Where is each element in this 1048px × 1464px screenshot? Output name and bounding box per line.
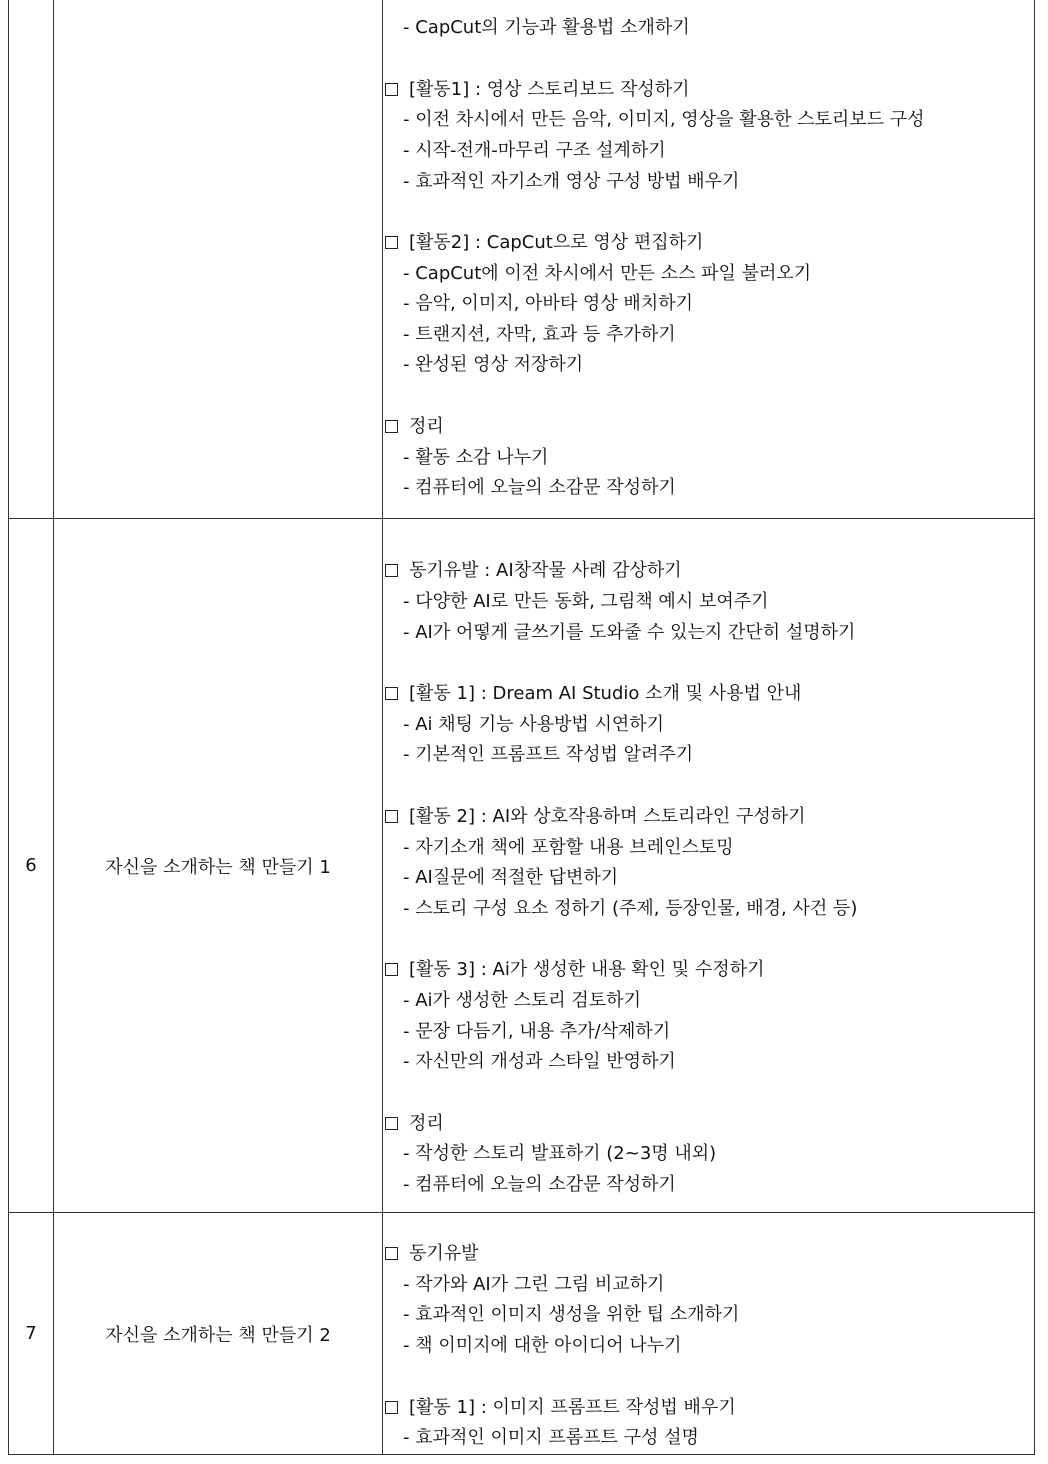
section-heading-text: [활동2] : CapCut으로 영상 편집하기	[409, 232, 704, 254]
checkbox-square-icon	[385, 564, 398, 577]
section-heading-text: [활동 3] : Ai가 생성한 내용 확인 및 수정하기	[409, 959, 765, 981]
list-item: - AI가 어떻게 글쓰기를 도와줄 수 있는지 간단히 설명하기	[403, 621, 856, 643]
list-item: - 활동 소감 나누기	[403, 446, 549, 468]
content-box	[383, 530, 1034, 1200]
session-title: 자신을 소개하는 책 만들기 2	[105, 1324, 331, 1346]
list-item: - 효과적인 이미지 생성을 위한 팁 소개하기	[403, 1304, 740, 1326]
list-item: - 작성한 스토리 발표하기 (2~3명 내외)	[403, 1143, 717, 1165]
section-heading-text: [활동 2] : AI와 상호작용하며 스토리라인 구성하기	[409, 806, 806, 828]
section-heading	[385, 802, 1034, 833]
list-item: - 효과적인 이미지 프롬프트 구성 설명	[403, 1427, 699, 1449]
section-heading	[385, 1393, 1034, 1424]
list-item: - 자기소개 책에 포함할 내용 브레인스토밍	[403, 836, 734, 858]
section-heading-text: [활동 1] : 이미지 프롬프트 작성법 배우기	[409, 1396, 736, 1418]
list-item: - 스토리 구성 요소 정하기 (주제, 등장인물, 배경, 사건 등)	[403, 897, 858, 919]
content-section	[385, 412, 1034, 504]
session-number-cell	[9, 519, 54, 1213]
content-section	[385, 1109, 1034, 1201]
list-item: - 완성된 영상 저장하기	[403, 354, 584, 376]
section-heading	[385, 679, 1034, 710]
section-heading-text: 정리	[409, 416, 444, 438]
table-row	[9, 519, 1035, 1213]
list-item: - Ai 채팅 기능 사용방법 시연하기	[403, 713, 665, 735]
section-heading	[385, 556, 1034, 587]
section-heading	[385, 1239, 1034, 1270]
list-item: - 기본적인 프롬프트 작성법 알려주기	[403, 744, 694, 766]
checkbox-square-icon	[385, 420, 398, 433]
list-item: - CapCut에 이전 차시에서 만든 소스 파일 불러오기	[403, 262, 812, 284]
session-title-cell	[54, 0, 383, 519]
table-row	[9, 0, 1035, 519]
list-item: - 컴퓨터에 오늘의 소감문 작성하기	[403, 1173, 676, 1195]
list-item: - 효과적인 자기소개 영상 구성 방법 배우기	[403, 170, 740, 192]
content-box	[383, 1213, 1034, 1454]
content-section	[385, 679, 1034, 771]
checkbox-square-icon	[385, 687, 398, 700]
section-heading	[385, 1109, 1034, 1140]
list-item: - CapCut의 기능과 활용법 소개하기	[403, 17, 690, 39]
section-heading	[385, 75, 1034, 106]
content-section	[385, 1393, 1034, 1454]
list-item: - 트랜지션, 자막, 효과 등 추가하기	[403, 323, 676, 345]
content-section	[385, 13, 1034, 44]
list-item: - Ai가 생성한 스토리 검토하기	[403, 989, 641, 1011]
section-heading-text: 동기유발	[409, 1243, 479, 1265]
list-item: - 작가와 AI가 그린 그림 비교하기	[403, 1273, 665, 1295]
session-title-cell	[54, 519, 383, 1213]
session-content-cell	[383, 519, 1035, 1213]
lesson-plan-table	[8, 0, 1035, 1455]
session-title-cell	[54, 1213, 383, 1455]
session-number-cell	[9, 1213, 54, 1455]
list-item: - 컴퓨터에 오늘의 소감문 작성하기	[403, 477, 676, 499]
content-section	[385, 556, 1034, 648]
session-number: 7	[25, 1323, 37, 1344]
session-number-cell	[9, 0, 54, 519]
section-heading-text: [활동1] : 영상 스토리보드 작성하기	[409, 78, 690, 100]
list-item: - 다양한 AI로 만든 동화, 그림책 예시 보여주기	[403, 591, 769, 613]
checkbox-square-icon	[385, 1401, 398, 1414]
checkbox-square-icon	[385, 236, 398, 249]
checkbox-square-icon	[385, 1117, 398, 1130]
content-section	[385, 1239, 1034, 1361]
session-content-cell	[383, 0, 1035, 519]
content-box	[383, 13, 1034, 504]
checkbox-square-icon	[385, 83, 398, 96]
session-number: 6	[25, 855, 37, 876]
list-item: - 시작-전개-마무리 구조 설계하기	[403, 139, 666, 161]
content-section	[385, 802, 1034, 924]
content-section	[385, 75, 1034, 197]
list-item: - AI질문에 적절한 답변하기	[403, 867, 619, 889]
list-item: - 이전 차시에서 만든 음악, 이미지, 영상을 활용한 스토리보드 구성	[403, 109, 925, 131]
list-item: - 책 이미지에 대한 아이디어 나누기	[403, 1335, 682, 1356]
checkbox-square-icon	[385, 810, 398, 823]
section-heading-text: 정리	[409, 1112, 444, 1134]
section-heading	[385, 412, 1034, 443]
list-item: - 자신만의 개성과 스타일 반영하기	[403, 1051, 676, 1073]
content-section	[385, 228, 1034, 381]
session-content-cell	[383, 1213, 1035, 1455]
session-title: 자신을 소개하는 책 만들기 1	[105, 856, 331, 878]
section-heading-text: 동기유발 : AI창작물 사례 감상하기	[409, 560, 682, 582]
content-section	[385, 955, 1034, 1077]
checkbox-square-icon	[385, 1247, 398, 1260]
checkbox-square-icon	[385, 963, 398, 976]
list-item: - 문장 다듬기, 내용 추가/삭제하기	[403, 1020, 671, 1042]
list-item: - 음악, 이미지, 아바타 영상 배치하기	[403, 293, 693, 315]
table-row	[9, 1213, 1035, 1455]
section-heading-text: [활동 1] : Dream AI Studio 소개 및 사용법 안내	[409, 683, 802, 705]
section-heading	[385, 955, 1034, 986]
section-heading	[385, 228, 1034, 259]
